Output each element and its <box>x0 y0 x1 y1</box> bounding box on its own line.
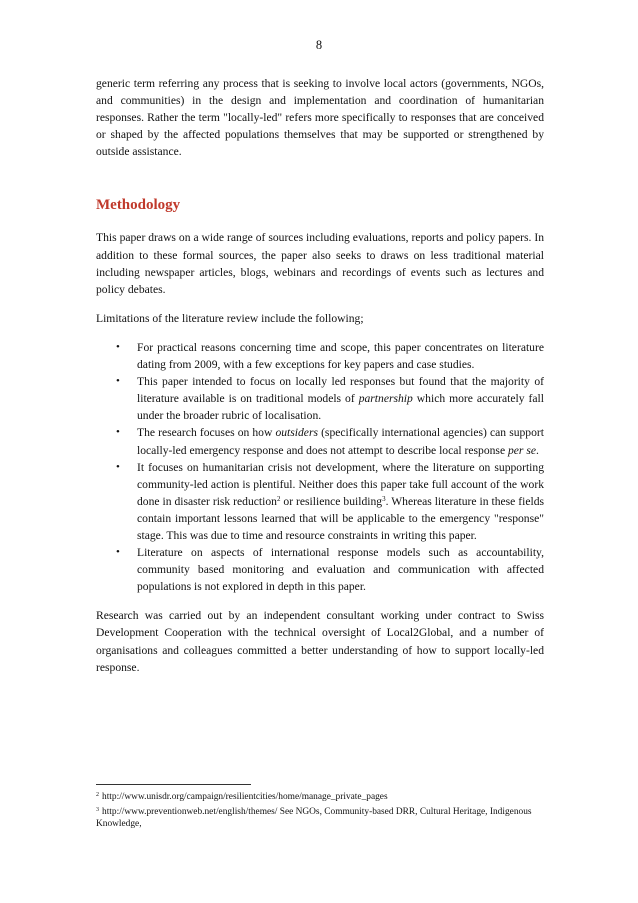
footnote <box>96 804 544 831</box>
page-body <box>96 75 544 676</box>
emphasis-text: per se <box>507 443 536 457</box>
list-item <box>96 459 544 544</box>
list-item-text: . Whereas literature in these fields contain important lessons learned that will be applicable to the emergency "response" stage. This was due to time and resource constraints in writing this paper. <box>137 494 545 542</box>
footnote-link[interactable]: http://www.unisdr.org/campaign/resilientcities/home/manage_private_pages <box>102 792 388 802</box>
footnote-number: 3 <box>96 806 99 813</box>
methodology-paragraph: This paper draws on a wide range of sources including evaluations, reports and policy papers. In addition to these formal sources, the paper also seeks to draws on less traditional material including newspaper articles, blogs, webinars and recordings of events such as lectures and policy debates. <box>96 231 544 296</box>
footnote-link[interactable]: http://www.preventionweb.net/english/themes/ See NGOs, Community-based DRR, Cultural Heritage, Indigenous Knowledge, <box>96 806 532 830</box>
list-item-text: The research focuses on how <box>137 426 276 440</box>
footnote-ref[interactable]: 2 <box>276 494 281 503</box>
footnote <box>96 789 544 804</box>
list-item <box>96 544 544 595</box>
list-item <box>96 424 544 458</box>
list-item-text: (specifically international agencies) can support locally-led emergency response and does not attempt to describe local response <box>137 426 544 457</box>
footnote-number: 2 <box>96 792 99 798</box>
emphasis-text: partnership <box>358 392 413 406</box>
intro-paragraph: generic term referring any process that is seeking to involve local actors (governments, NGOs, and communities) in the design and implementation and coordination of humanitarian responses. Rather the term "locally-led" refers more specifically to responses that are conceived or shaped by the affected populations themselves that may be supported or strengthened by outside assistance. <box>96 77 544 159</box>
list-item-text: It focuses on humanitarian crisis not development, where the literature on supporting community-led action is plentiful. Neither does this paper take full account of the work done in disaster risk reduction <box>137 460 544 508</box>
bullet-icon: • <box>116 340 120 353</box>
bullet-icon: • <box>116 426 120 439</box>
bullet-icon: • <box>116 460 120 473</box>
list-item-text: . <box>536 443 539 457</box>
list-item-text: For practical reasons concerning time and scope, this paper concentrates on literature dating from 2009, with a few exceptions for key papers and case studies. <box>137 340 544 372</box>
list-item <box>96 339 544 373</box>
list-item-text: which more accurately fall under the broader rubric of localisation. <box>137 392 544 423</box>
footnote-divider <box>96 784 251 785</box>
footnotes <box>96 789 544 831</box>
bullet-icon: • <box>116 375 120 388</box>
footnote-ref[interactable]: 3 <box>382 494 386 503</box>
list-item <box>96 373 544 424</box>
section-heading: Methodology <box>96 197 181 214</box>
list-item-text: or resilience building <box>280 494 383 508</box>
bullet-icon: • <box>116 546 120 559</box>
list-item-text: Literature on aspects of international response models such as accountability, community based monitoring and evaluation and communication with affected populations is not explored in depth in this paper. <box>137 546 544 594</box>
emphasis-text: outsiders <box>275 426 318 440</box>
closing-paragraph: Research was carried out by an independent consultant working under contract to Swiss Development Cooperation with the technical oversight of Local2Global, and a number of organisations and colleagues committed a better understanding of how to support locally-led response. <box>96 609 544 674</box>
limitations-intro: Limitations of the literature review include the following; <box>96 311 364 325</box>
page-number: 8 <box>315 38 323 52</box>
limitations-list <box>96 339 544 595</box>
list-item-text: This paper intended to focus on locally led responses but found that the majority of literature available is on traditional models of <box>137 375 544 406</box>
